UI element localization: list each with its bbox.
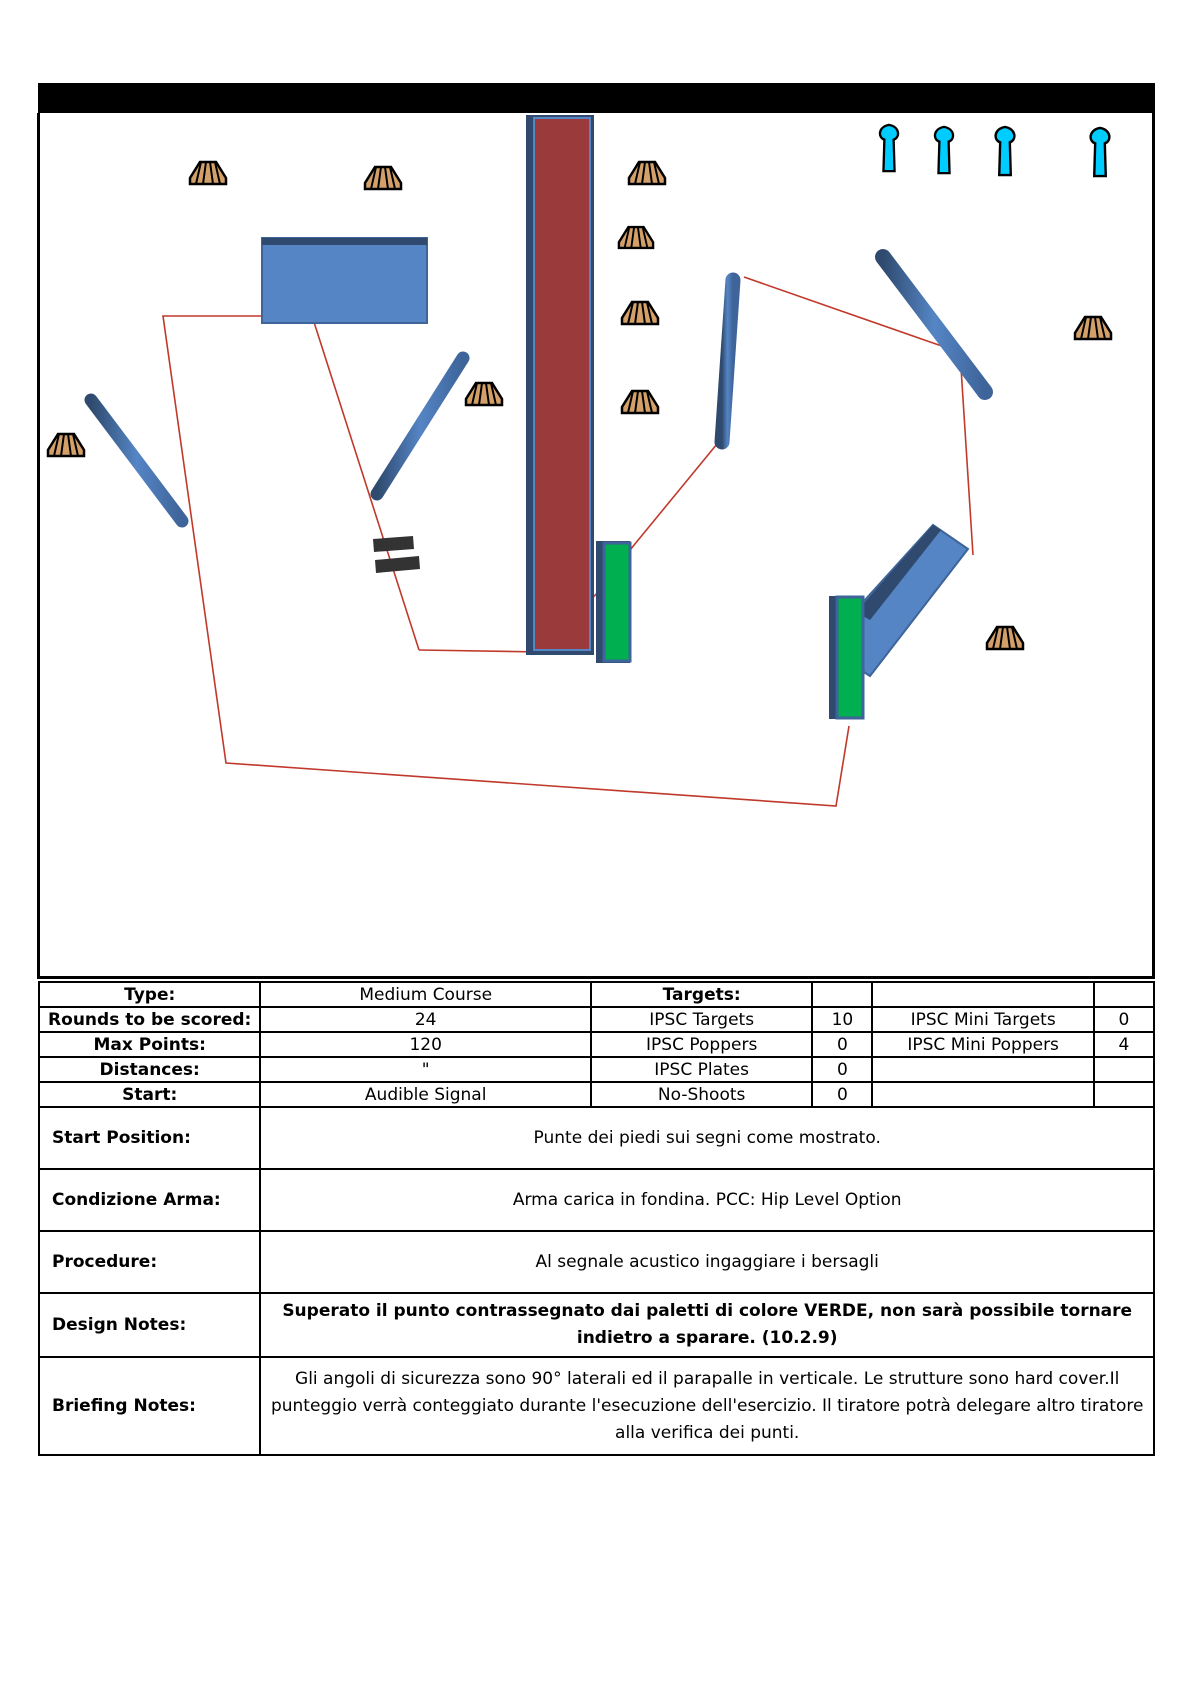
start-position-value: Punte dei piedi sui segni come mostrato.	[260, 1107, 1154, 1169]
summary-value: 120	[260, 1032, 591, 1057]
mini-popper-icon	[1091, 128, 1110, 176]
condizione-arma-value: Arma carica in fondina. PCC: Hip Level Option	[260, 1169, 1154, 1231]
summary-value: Audible Signal	[260, 1082, 591, 1107]
procedure-label: Procedure:	[39, 1231, 260, 1293]
barrier-red	[526, 115, 594, 655]
condizione-arma-row	[39, 1169, 1154, 1231]
targets-label: IPSC Poppers	[591, 1032, 812, 1057]
summary-row	[39, 1057, 1154, 1082]
mini-count	[1094, 1082, 1154, 1107]
targets-label: IPSC Targets	[591, 1007, 812, 1032]
ipsc-target-icon	[619, 227, 653, 248]
summary-label: Start:	[39, 1082, 260, 1107]
summary-row	[39, 982, 1154, 1007]
wall-right-diagonal	[883, 257, 985, 392]
ipsc-target-icon	[48, 434, 84, 456]
ipsc-target-icon	[1075, 317, 1111, 339]
targets-count: 0	[812, 1082, 872, 1107]
green-posts	[596, 541, 863, 719]
ipsc-target-icon	[629, 162, 665, 184]
mini-popper-icon	[935, 127, 953, 173]
ipsc-target-icon	[622, 391, 658, 413]
mini-count: 0	[1094, 1007, 1154, 1032]
mini-label: IPSC Mini Poppers	[872, 1032, 1093, 1057]
mini-label	[872, 1082, 1093, 1107]
targets-label: No-Shoots	[591, 1082, 812, 1107]
summary-value: 24	[260, 1007, 591, 1032]
summary-row	[39, 1032, 1154, 1057]
fault-line-center	[313, 319, 419, 650]
foot-marks-icon	[373, 536, 420, 573]
summary-label: Max Points:	[39, 1032, 260, 1057]
condizione-arma-label: Condizione Arma:	[39, 1169, 260, 1231]
summary-label: Type:	[39, 982, 260, 1007]
ipsc-target-icon	[466, 383, 502, 405]
mini-popper-icon	[996, 127, 1015, 175]
mini-poppers	[880, 125, 1109, 176]
fault-line-left	[163, 316, 849, 806]
ipsc-target-icon	[365, 167, 401, 189]
design-notes-value: Superato il punto contrassegnato dai paletti di colore VERDE, non sarà possibile tornare indietro a sparare. (10.2.9)	[260, 1293, 1154, 1357]
mini-count	[1094, 1057, 1154, 1082]
ipsc-target-icon	[190, 162, 226, 184]
mini-count: 4	[1094, 1032, 1154, 1057]
summary-label: Rounds to be scored:	[39, 1007, 260, 1032]
start-position-row	[39, 1107, 1154, 1169]
mini-label: IPSC Mini Targets	[872, 1007, 1093, 1032]
wall-left-diagonal	[91, 400, 182, 521]
targets-header: Targets:	[591, 982, 812, 1007]
mini-label	[872, 1057, 1093, 1082]
stage-info-table	[38, 981, 1155, 1456]
summary-row	[39, 1082, 1154, 1107]
wall-box	[262, 238, 427, 323]
summary-row	[39, 1007, 1154, 1032]
design-notes-row	[39, 1293, 1154, 1357]
fault-line-mid	[630, 444, 717, 550]
targets-label: IPSC Plates	[591, 1057, 812, 1082]
briefing-notes-row	[39, 1357, 1154, 1455]
mini-count	[1094, 982, 1154, 1007]
start-position-label: Start Position:	[39, 1107, 260, 1169]
summary-value: Medium Course	[260, 982, 591, 1007]
summary-value: "	[260, 1057, 591, 1082]
design-notes-label: Design Notes:	[39, 1293, 260, 1357]
wall-center-diagonal	[377, 358, 463, 494]
briefing-notes-value: Gli angoli di sicurezza sono 90° laterali ed il parapalle in verticale. Le strutture sono hard cover.Il punteggio verrà conteggiato durante l'esecuzione dell'esercizio. Il tiratore potrà delegare altro tiratore alla verifica dei punti.	[260, 1357, 1154, 1455]
summary-label: Distances:	[39, 1057, 260, 1082]
ipsc-target-icon	[622, 302, 658, 324]
mini-label	[872, 982, 1093, 1007]
procedure-row	[39, 1231, 1154, 1293]
targets-count: 0	[812, 1032, 872, 1057]
procedure-value: Al segnale acustico ingaggiare i bersagli	[260, 1231, 1154, 1293]
ipsc-target-icon	[987, 627, 1023, 649]
targets-count	[812, 982, 872, 1007]
mini-popper-icon	[880, 125, 898, 171]
wall-vertical-pipe	[722, 280, 733, 442]
targets-count: 10	[812, 1007, 872, 1032]
briefing-notes-label: Briefing Notes:	[39, 1357, 260, 1455]
targets-count: 0	[812, 1057, 872, 1082]
stage-diagram	[37, 113, 1155, 979]
